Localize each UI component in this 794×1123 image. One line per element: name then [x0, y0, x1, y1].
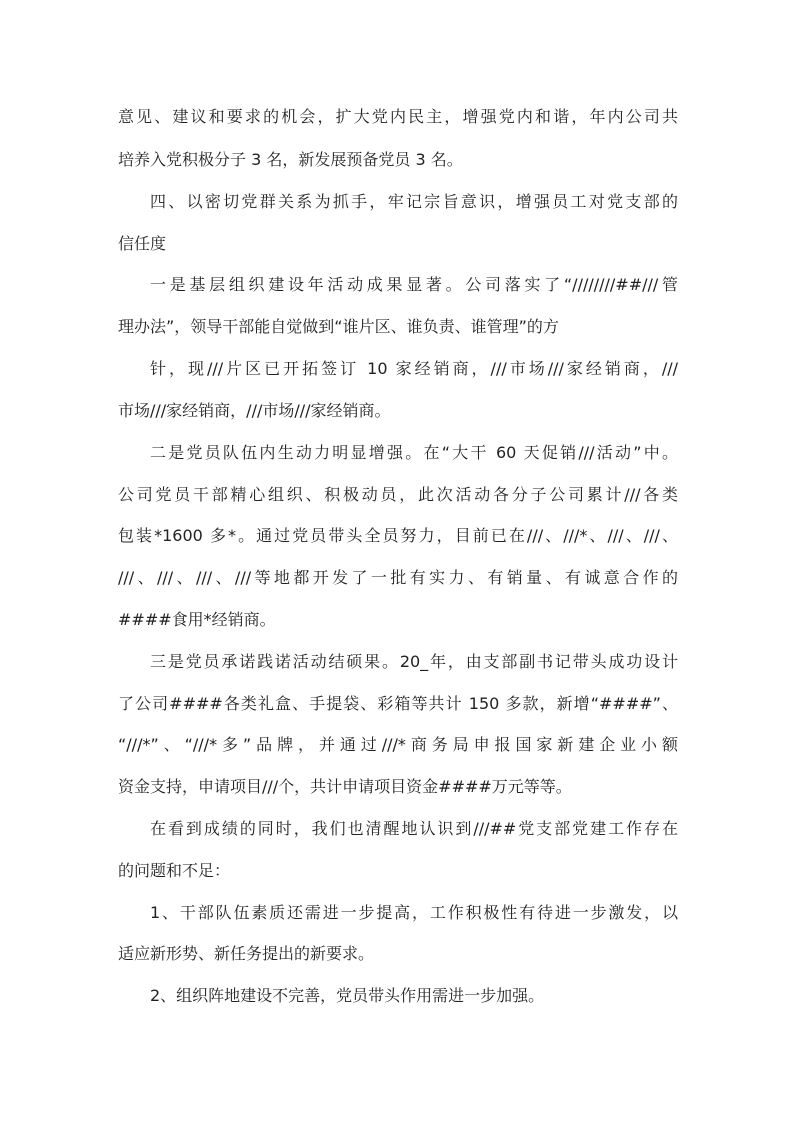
text-line-19: 的问题和不足： [118, 861, 231, 880]
text-line-18: 在看到成绩的同时，我们也清醒地认识到///##党支部党建工作存在 [150, 819, 678, 838]
text-line-12: ///、///、///、///等地都开发了一批有实力、有销量、有诚意合作的 [118, 568, 678, 587]
text-line-7: 针，现///片区已开拓签订 10 家经销商，///市场///家经销商，/// [150, 359, 678, 378]
text-line-5: 一是基层组织建设年活动成果显著。公司落实了“////////##///管 [150, 275, 678, 294]
text-line-10: 公司党员干部精心组织、积极动员，此次活动各分子公司累计///各类 [118, 485, 678, 504]
list-item-1-cont: 适应新形势、新任务提出的新要求。 [118, 944, 375, 963]
text-line-2: 培养入党积极分子 3 名，新发展预备党员 3 名。 [118, 150, 463, 169]
text-line-6: 理办法”，领导干部能自觉做到“谁片区、谁负责、谁管理”的方 [118, 317, 559, 336]
text-line-13: ####食用*经销商。 [118, 610, 276, 629]
text-line-11: 包装*1600 多*。通过党员带头全员努力，目前已在///、///*、///、///、 [118, 526, 678, 545]
text-line-16: “///*”、“///*多”品牌，并通过///*商务局申报国家新建企业小额 [118, 735, 678, 754]
text-line-8: 市场///家经销商，///市场///家经销商。 [118, 401, 391, 420]
text-line-9: 二是党员队伍内生动力明显增强。在“大干 60 天促销///活动”中。 [150, 443, 678, 462]
text-line-14: 三是党员承诺践诺活动结硕果。20_年，由支部副书记带头成功设计 [150, 652, 678, 671]
section-heading-four-cont: 信任度 [118, 234, 167, 253]
list-item-2: 2、组织阵地建设不完善，党员带头作用需进一步加强。 [150, 986, 545, 1005]
text-line-1: 意见、建议和要求的机会，扩大党内民主，增强党内和谐，年内公司共 [118, 107, 678, 126]
section-heading-four: 四、以密切党群关系为抓手，牢记宗旨意识，增强员工对党支部的 [150, 192, 678, 211]
list-item-1: 1、干部队伍素质还需进一步提高，工作积极性有待进一步激发，以 [150, 903, 678, 922]
text-line-17: 资金支持，申请项目///个，共计申请项目资金####万元等等。 [118, 777, 572, 796]
text-line-15: 了公司####各类礼盒、手提袋、彩箱等共计 150 多款，新增“####”、 [118, 694, 678, 713]
